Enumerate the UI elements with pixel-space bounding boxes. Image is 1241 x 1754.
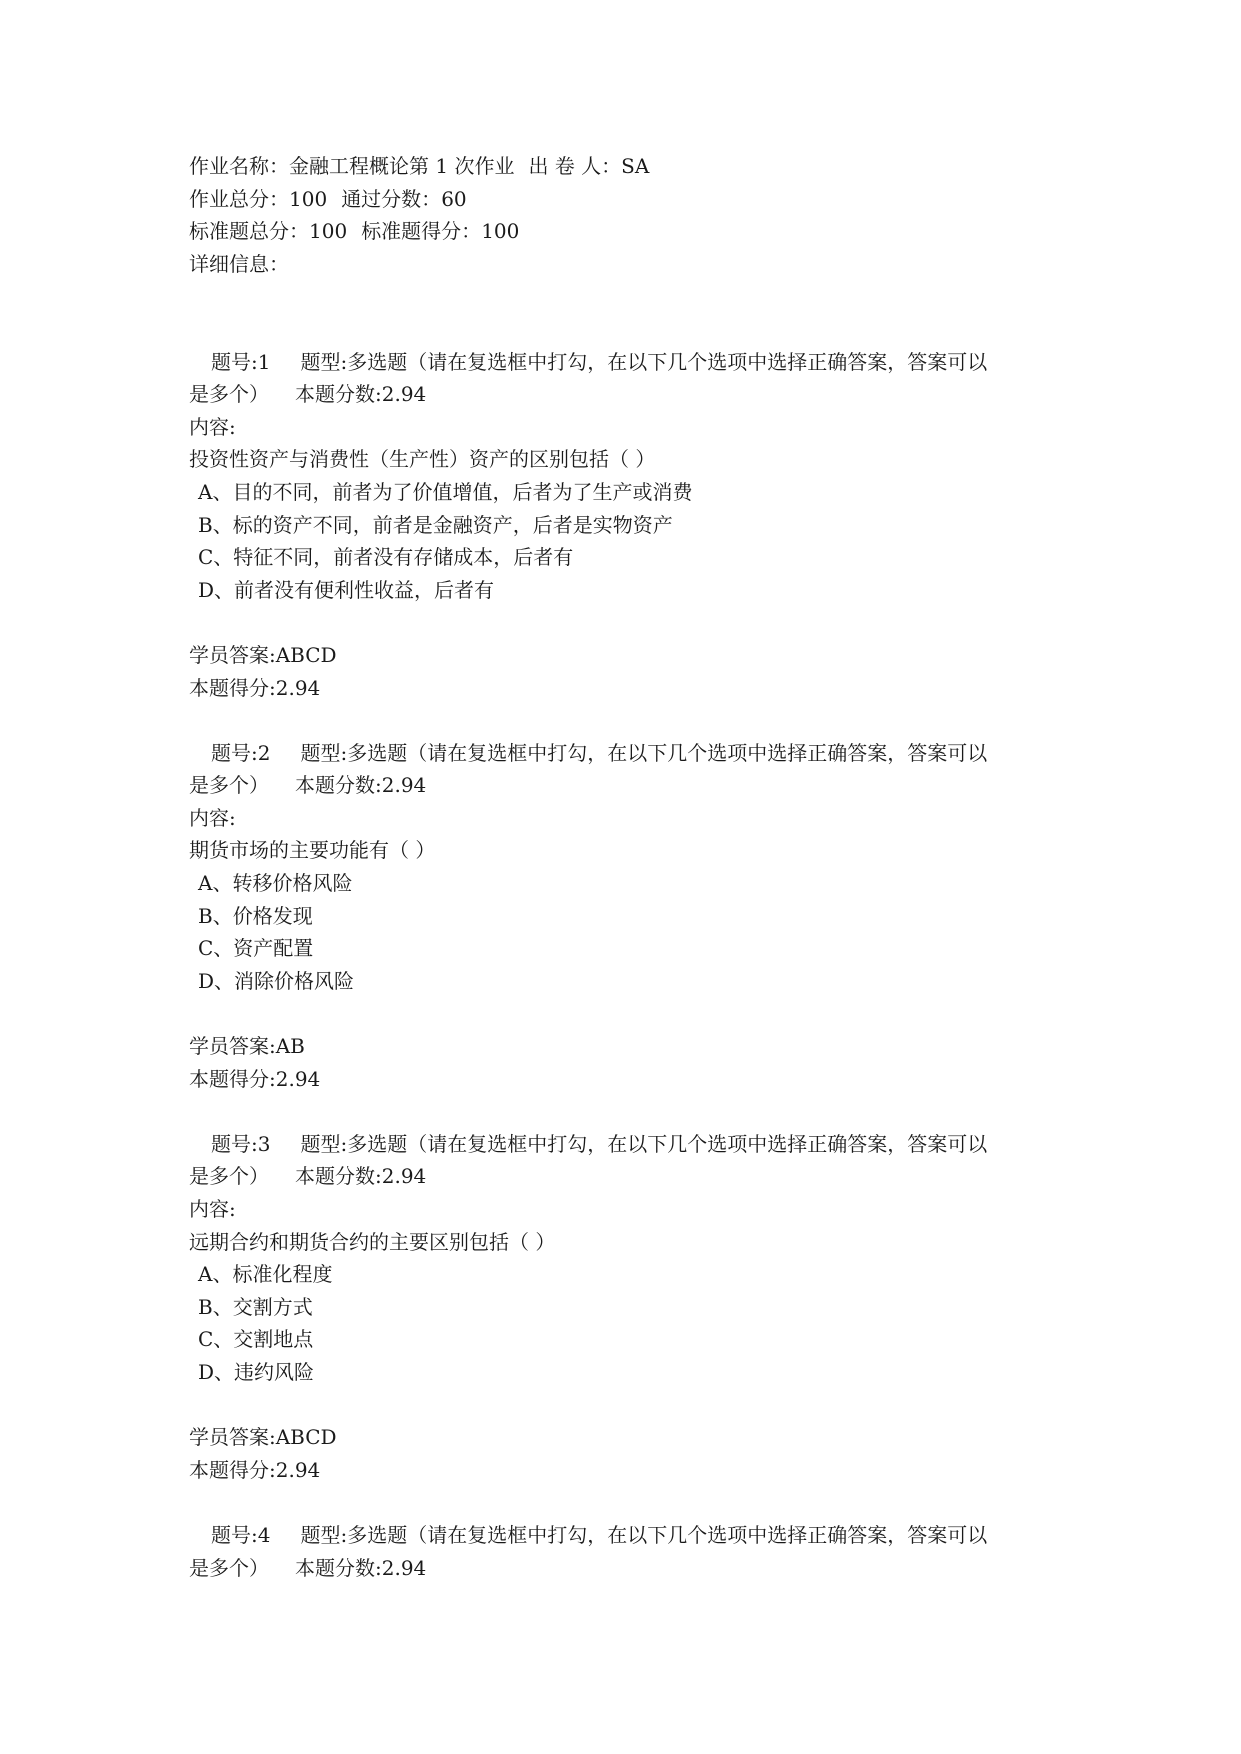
question-number: 题号:3: [211, 1131, 271, 1156]
question-header-line-cont: [189, 1160, 1059, 1193]
question-header-line-cont: [189, 378, 1059, 411]
question-type: 题型:多选题（请在复选框中打勾，在以下几个选项中选择正确答案，答案可以: [300, 740, 988, 765]
option-a: A、目的不同，前者为了价值增值，后者为了生产或消费: [198, 479, 693, 504]
document-content: [189, 150, 1059, 1584]
question-header-line-cont: [189, 1552, 1059, 1585]
detail-info-label: 详细信息：: [189, 251, 289, 276]
earned-score: 本题得分:2.94: [189, 1457, 321, 1482]
content-label: 内容:: [189, 1197, 236, 1221]
option-d: D、违约风险: [198, 1359, 315, 1384]
option-c: C、特征不同，前者没有存储成本，后者有: [198, 545, 574, 570]
option-d: D、前者没有便利性收益，后者有: [198, 577, 495, 602]
question-stem: 远期合约和期货合约的主要区别包括（ ）: [189, 1229, 556, 1254]
total-score-label: 作业总分：: [189, 186, 289, 211]
homework-name-value: 金融工程概论第 1 次作业: [289, 154, 515, 178]
question-number: 题号:1: [211, 349, 271, 374]
question-block-partial: [189, 1519, 1059, 1584]
question-score: 本题分数:2.94: [295, 1555, 427, 1580]
question-type-cont: 是多个）: [189, 1164, 269, 1189]
option-b: B、标的资产不同，前者是金融资产，后者是实物资产: [198, 512, 673, 537]
student-answer: 学员答案:ABCD: [189, 1425, 337, 1450]
question-number: 题号:2: [211, 740, 271, 765]
question-type-cont: 是多个）: [189, 773, 269, 798]
content-label: 内容:: [189, 414, 236, 439]
student-answer: 学员答案:ABCD: [189, 642, 337, 667]
question-type: 题型:多选题（请在复选框中打勾，在以下几个选项中选择正确答案，答案可以: [300, 1131, 988, 1156]
question-header-line-cont: [189, 769, 1059, 802]
question-type-cont: 是多个）: [189, 382, 269, 407]
question-score: 本题分数:2.94: [295, 773, 427, 798]
question-block: [189, 737, 1059, 1128]
earned-score: 本题得分:2.94: [189, 675, 321, 700]
homework-name-line: [189, 150, 1059, 183]
option-b: B、交割方式: [198, 1294, 313, 1319]
standard-score-line: [189, 215, 1059, 248]
question-header-line: [189, 737, 1059, 770]
author-label: 出 卷 人：: [528, 154, 622, 178]
question-header-line: [189, 346, 1059, 379]
option-a: A、转移价格风险: [198, 871, 353, 896]
content-label: 内容:: [189, 805, 236, 830]
homework-name-label: 作业名称：: [189, 154, 289, 178]
question-header-line: [189, 1519, 1059, 1552]
question-header-line: [189, 1128, 1059, 1161]
question-block: [189, 1128, 1059, 1519]
option-a: A、标准化程度: [198, 1262, 333, 1287]
option-c: C、资产配置: [198, 936, 314, 961]
question-stem: 投资性资产与消费性（生产性）资产的区别包括（ ）: [189, 447, 656, 472]
standard-earned-label: 标准题得分：: [361, 219, 482, 244]
standard-total-label: 标准题总分：: [189, 219, 309, 244]
author-value: SA: [621, 154, 650, 178]
earned-score: 本题得分:2.94: [189, 1066, 321, 1091]
option-d: D、消除价格风险: [198, 968, 355, 993]
question-type: 题型:多选题（请在复选框中打勾，在以下几个选项中选择正确答案，答案可以: [300, 1522, 988, 1547]
question-type-cont: 是多个）: [189, 1555, 269, 1580]
total-score-value: 100: [289, 186, 328, 211]
pass-score-label: 通过分数：: [341, 186, 442, 211]
pass-score-value: 60: [441, 186, 467, 211]
question-block: [189, 346, 1059, 737]
standard-total-value: 100: [309, 219, 348, 244]
question-stem: 期货市场的主要功能有（ ）: [189, 838, 436, 863]
standard-earned-value: 100: [481, 219, 520, 244]
question-type: 题型:多选题（请在复选框中打勾，在以下几个选项中选择正确答案，答案可以: [300, 349, 988, 374]
option-c: C、交割地点: [198, 1327, 314, 1352]
question-number: 题号:4: [211, 1522, 271, 1547]
question-score: 本题分数:2.94: [295, 1164, 427, 1189]
option-b: B、价格发现: [198, 903, 313, 928]
student-answer: 学员答案:AB: [189, 1034, 305, 1059]
homework-total-line: [189, 183, 1059, 216]
question-score: 本题分数:2.94: [295, 382, 427, 407]
